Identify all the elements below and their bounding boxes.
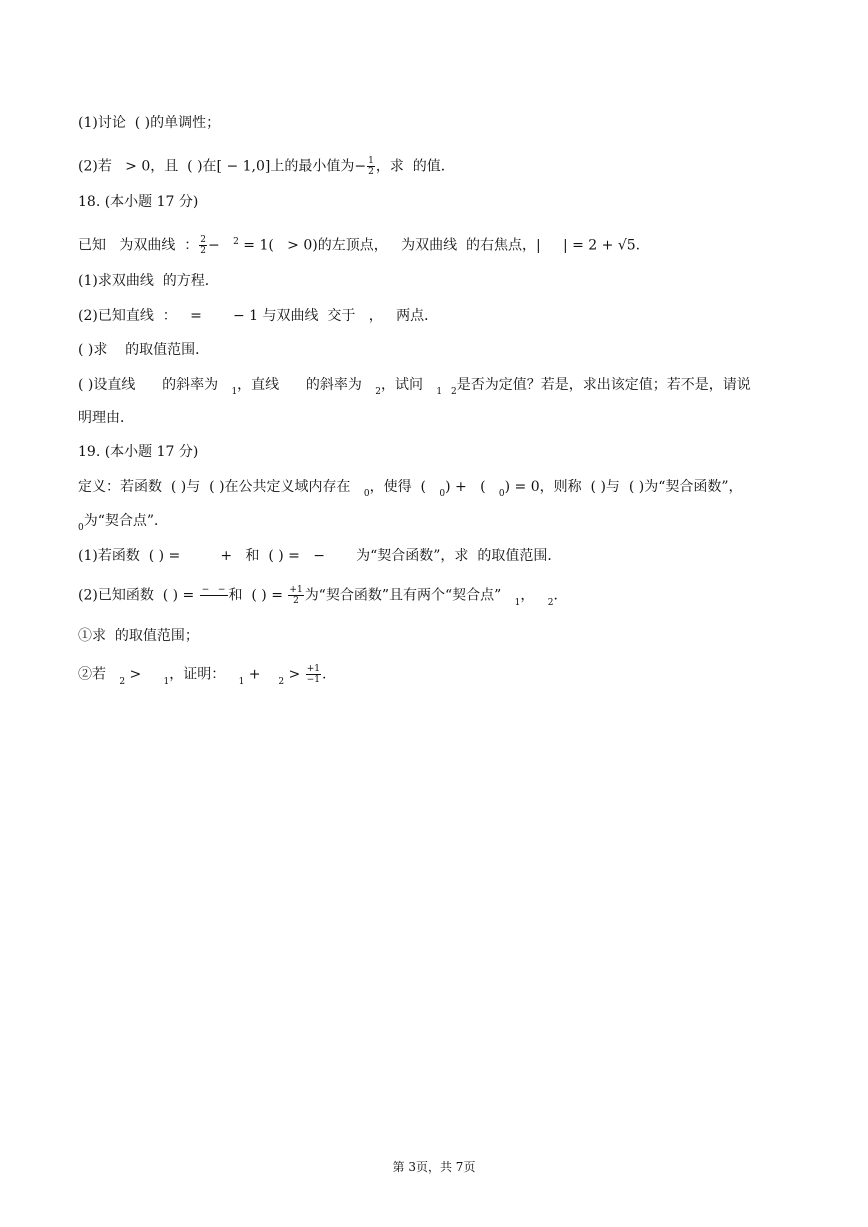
q17-part2-tail: ，求 的值． bbox=[375, 158, 455, 175]
fraction-denominator bbox=[200, 595, 228, 606]
q19-sub2-text-4: + bbox=[244, 666, 279, 683]
subscript: 2 bbox=[119, 676, 126, 687]
fraction-numerator: 2 bbox=[200, 235, 206, 246]
fraction-numerator: 1 bbox=[368, 156, 374, 166]
q18-intro-minus: − bbox=[208, 237, 234, 254]
q18-part-ii-cont-text: 明理由． bbox=[78, 410, 134, 426]
q18-fraction bbox=[199, 235, 207, 256]
q19-part2-text: (2)已知函数 ( ) = bbox=[78, 587, 199, 604]
fraction-denominator: 2 bbox=[368, 167, 374, 177]
subscript: 0 bbox=[439, 489, 446, 499]
q19-part2-text-2: 和 ( ) = bbox=[228, 587, 288, 604]
q19-sub1-text: ①求 的取值范围； bbox=[78, 628, 199, 644]
fraction-denominator: 2 bbox=[288, 595, 303, 606]
fraction-numerator: +1 bbox=[306, 664, 320, 674]
q18-heading bbox=[78, 192, 198, 212]
q18-part1-text: (1)求双曲线 的方程． bbox=[78, 273, 219, 289]
q18-part-ii-text-3: ，试问 bbox=[380, 377, 437, 393]
subscript: 1 bbox=[436, 387, 443, 397]
q18-intro-superscript: 2 bbox=[233, 237, 239, 247]
q19-sub2-text-5: > bbox=[284, 666, 305, 683]
q19-def-text: 定义：若函数 ( )与 ( )在公共定义域内存在 bbox=[78, 479, 364, 495]
q18-part-ii-continued bbox=[78, 408, 134, 428]
q18-part2-text: (2)已知直线 ： = − 1 与双曲线 交于 ， 两点． bbox=[78, 308, 439, 324]
q17-part1-text: (1)讨论 ( )的单调性； bbox=[78, 115, 221, 131]
q18-part-ii-text-4 bbox=[442, 377, 451, 393]
fraction-numerator: − − bbox=[201, 585, 226, 595]
subscript: 0 bbox=[363, 489, 370, 499]
q18-intro-tail: = 1( > 0)的左顶点， 为双曲线 的右焦点，| | = 2 + √5. bbox=[238, 237, 641, 254]
fraction-denominator: 2 bbox=[200, 246, 206, 257]
q18-part-ii-text-5: 是否为定值？若是，求出该定值；若不是，请说 bbox=[456, 377, 751, 393]
fraction-denominator: −1 bbox=[306, 675, 320, 685]
q19-def-cont-text: 为“契合点”． bbox=[83, 513, 169, 529]
subscript: 2 bbox=[375, 387, 381, 397]
q17-fraction bbox=[367, 156, 375, 177]
page-number: 第 3页，共 7页 bbox=[392, 1160, 476, 1174]
subscript: 2 bbox=[278, 676, 285, 687]
q18-part1 bbox=[78, 271, 219, 291]
q17-part1 bbox=[78, 113, 220, 133]
q19-def-text-4: ) = 0，则称 ( )与 ( )为“契合函数”， bbox=[504, 479, 743, 495]
q18-heading-text: 18. (本小题 17 分) bbox=[78, 194, 199, 210]
q19-part2-text-5: ． bbox=[553, 587, 568, 604]
q19-sub2-text-3: ，证明： bbox=[169, 666, 239, 683]
q19-part2-text-4: ， bbox=[520, 587, 548, 604]
q19-sub2-text: ②若 bbox=[78, 666, 120, 683]
q19-sub2-fraction bbox=[306, 664, 321, 685]
q19-def-text-3: ) + ( bbox=[445, 479, 499, 495]
q18-part-ii-text-2: ，直线 的斜率为 bbox=[237, 377, 376, 393]
q19-part2 bbox=[78, 585, 568, 608]
q18-intro bbox=[78, 232, 640, 256]
q19-part2-text-3: 为“契合函数”且有两个“契合点” bbox=[304, 587, 515, 604]
q18-part-i-text: ( )求 的取值范围． bbox=[78, 342, 210, 358]
subscript: 0 bbox=[498, 489, 505, 499]
q19-definition bbox=[78, 477, 743, 499]
subscript: 1 bbox=[514, 597, 521, 608]
q19-definition-continued bbox=[78, 511, 168, 533]
q19-heading bbox=[78, 442, 198, 462]
subscript: 2 bbox=[450, 387, 457, 397]
q18-intro-text: 已知 为双曲线 ： bbox=[78, 237, 199, 254]
subscript: 1 bbox=[163, 676, 170, 687]
subscript: 2 bbox=[547, 597, 554, 608]
q19-part1-text: (1)若函数 ( ) = + 和 ( ) = − 为“契合函数”，求 的取值范围． bbox=[78, 548, 562, 564]
subscript: 1 bbox=[238, 676, 245, 687]
q19-sub2-period: . bbox=[322, 666, 327, 683]
subscript: 1 bbox=[231, 387, 238, 397]
fraction-numerator: +1 bbox=[289, 585, 303, 595]
q19-def-text-2: ，使得 ( bbox=[369, 479, 440, 495]
q19-fraction-2 bbox=[288, 585, 303, 606]
page-number-footer bbox=[0, 1158, 868, 1175]
q19-fraction-1 bbox=[200, 585, 228, 606]
q18-part-ii-text: ( )设直线 的斜率为 bbox=[78, 377, 232, 393]
q19-part1 bbox=[78, 546, 561, 566]
q19-sub2 bbox=[78, 664, 326, 687]
subscript: 0 bbox=[78, 523, 84, 533]
q19-sub1 bbox=[78, 626, 199, 646]
q17-part2-text: (2)若 > 0，且 ( )在[ − 1,0]上的最小值为− bbox=[78, 158, 367, 175]
q19-sub2-text-2: > bbox=[125, 666, 164, 683]
q17-part2 bbox=[78, 156, 455, 177]
q18-part-i bbox=[78, 340, 209, 360]
q19-heading-text: 19. (本小题 17 分) bbox=[78, 444, 199, 460]
q18-part2 bbox=[78, 306, 438, 326]
q18-part-ii bbox=[78, 375, 751, 397]
